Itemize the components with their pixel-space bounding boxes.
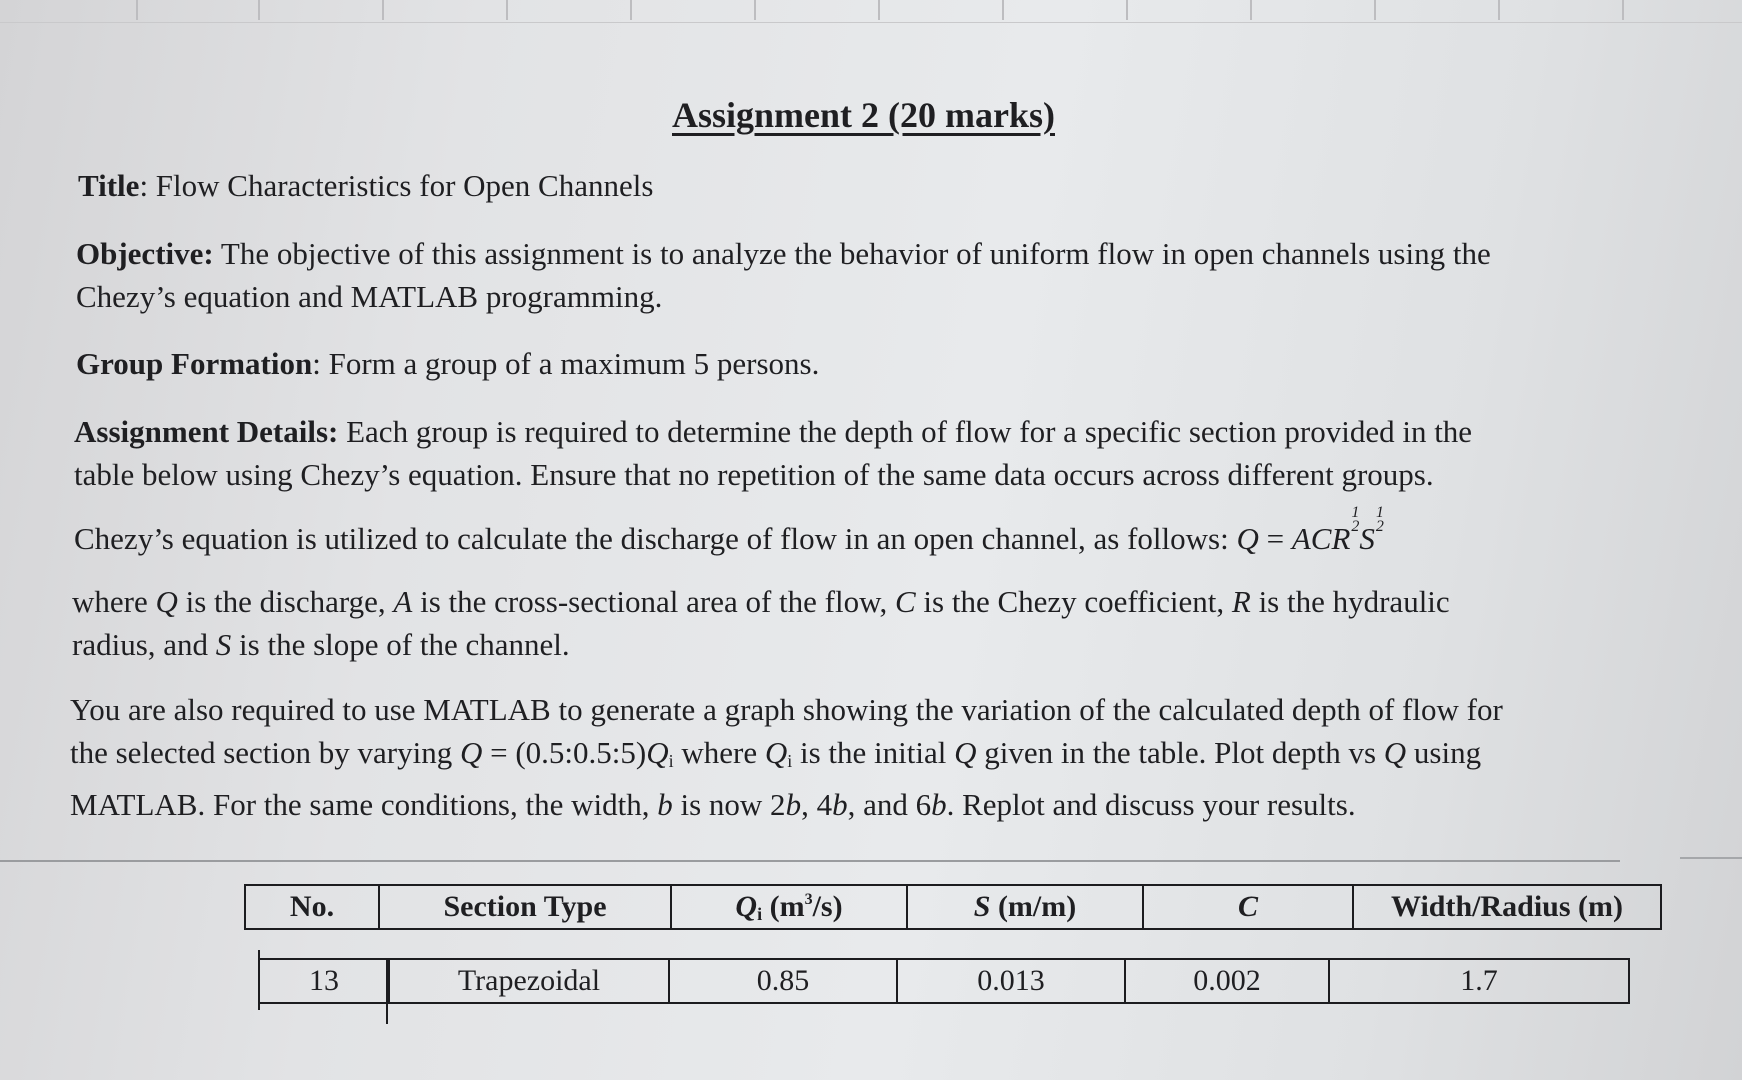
data-table-header: [244, 884, 1662, 930]
objective-line2: Chezy’s equation and MATLAB programming.: [76, 279, 663, 314]
cell-s: 0.013: [897, 959, 1125, 1003]
table-divider-line-right: [1680, 857, 1742, 859]
page-top-edge: [0, 0, 1742, 23]
matlab-instructions-paragraph: You are also required to use MATLAB to generate a graph showing the variation of the calculated depth of flow for the selected section by varying $Q = (0.5:0.5:5)Q_i$ where $Q_i$ is the initial Q given in the table. Plot depth vs Q using MATLAB. For the same conditions, the width, b is now 2b, 4b, and 6b. Replot and discuss your results.: [70, 692, 1503, 822]
table-divider-line: [0, 860, 1620, 862]
details-label: Assignment Details:: [74, 414, 339, 449]
cell-c: 0.002: [1125, 959, 1329, 1003]
objective-label: Objective:: [76, 236, 214, 271]
title-text: : Flow Characteristics for Open Channels: [139, 168, 654, 203]
cell-no: 13: [259, 959, 389, 1003]
eq-exponent-r: 1 2: [1351, 504, 1360, 535]
table-row: [259, 959, 1629, 1003]
eq-lhs: Q: [1236, 521, 1259, 556]
chezy-equation: [1236, 504, 1384, 556]
eq-rhs: ACR: [1291, 521, 1351, 556]
assignment-heading: Assignment 2 (20 marks): [672, 95, 1055, 135]
header-qi: $Q_i$ $(m^3/s)$: [671, 885, 907, 929]
table-header-row: [245, 885, 1661, 929]
header-no: No.: [245, 885, 379, 929]
details-line2: table below using Chezy’s equation. Ensure that no repetition of the same data occurs across different groups.: [74, 457, 1434, 492]
variable-definitions-paragraph: where Q is the discharge, A is the cross-sectional area of the flow, C is the Chezy coefficient, R is the hydraulic radius, and S is the slope of the channel.: [72, 584, 1450, 662]
eq-equals: =: [1258, 521, 1292, 556]
table-col-divider: [386, 958, 388, 1024]
title-label: Title: [78, 168, 140, 203]
table-left-edge: [258, 950, 260, 1010]
group-formation-label: Group Formation: [76, 346, 313, 381]
assignment-details-paragraph: [74, 410, 1472, 560]
cell-qi: 0.85: [669, 959, 897, 1003]
details-line3: Chezy’s equation is utilized to calculate the discharge of flow in an open channel, as follows:: [74, 521, 1237, 556]
objective-line1: The objective of this assignment is to analyze the behavior of uniform flow in open channels using the: [213, 236, 1491, 271]
header-c: C: [1143, 885, 1353, 929]
header-width-radius: Width/Radius (m): [1353, 885, 1661, 929]
eq-exponent-s: 1 2: [1375, 504, 1384, 535]
header-s: S (m/m): [907, 885, 1143, 929]
title-paragraph: [78, 164, 653, 207]
eq-var-s: S: [1359, 521, 1375, 556]
group-formation-paragraph: [76, 342, 819, 385]
header-section-type: Section Type: [379, 885, 671, 929]
cell-section-type: Trapezoidal: [389, 959, 669, 1003]
data-table-body: [258, 958, 1630, 1004]
details-line1: Each group is required to determine the depth of flow for a specific section provided in the: [338, 414, 1473, 449]
group-formation-text: : Form a group of a maximum 5 persons.: [312, 346, 820, 381]
objective-paragraph: [76, 232, 1491, 318]
cell-width-radius: 1.7: [1329, 959, 1629, 1003]
